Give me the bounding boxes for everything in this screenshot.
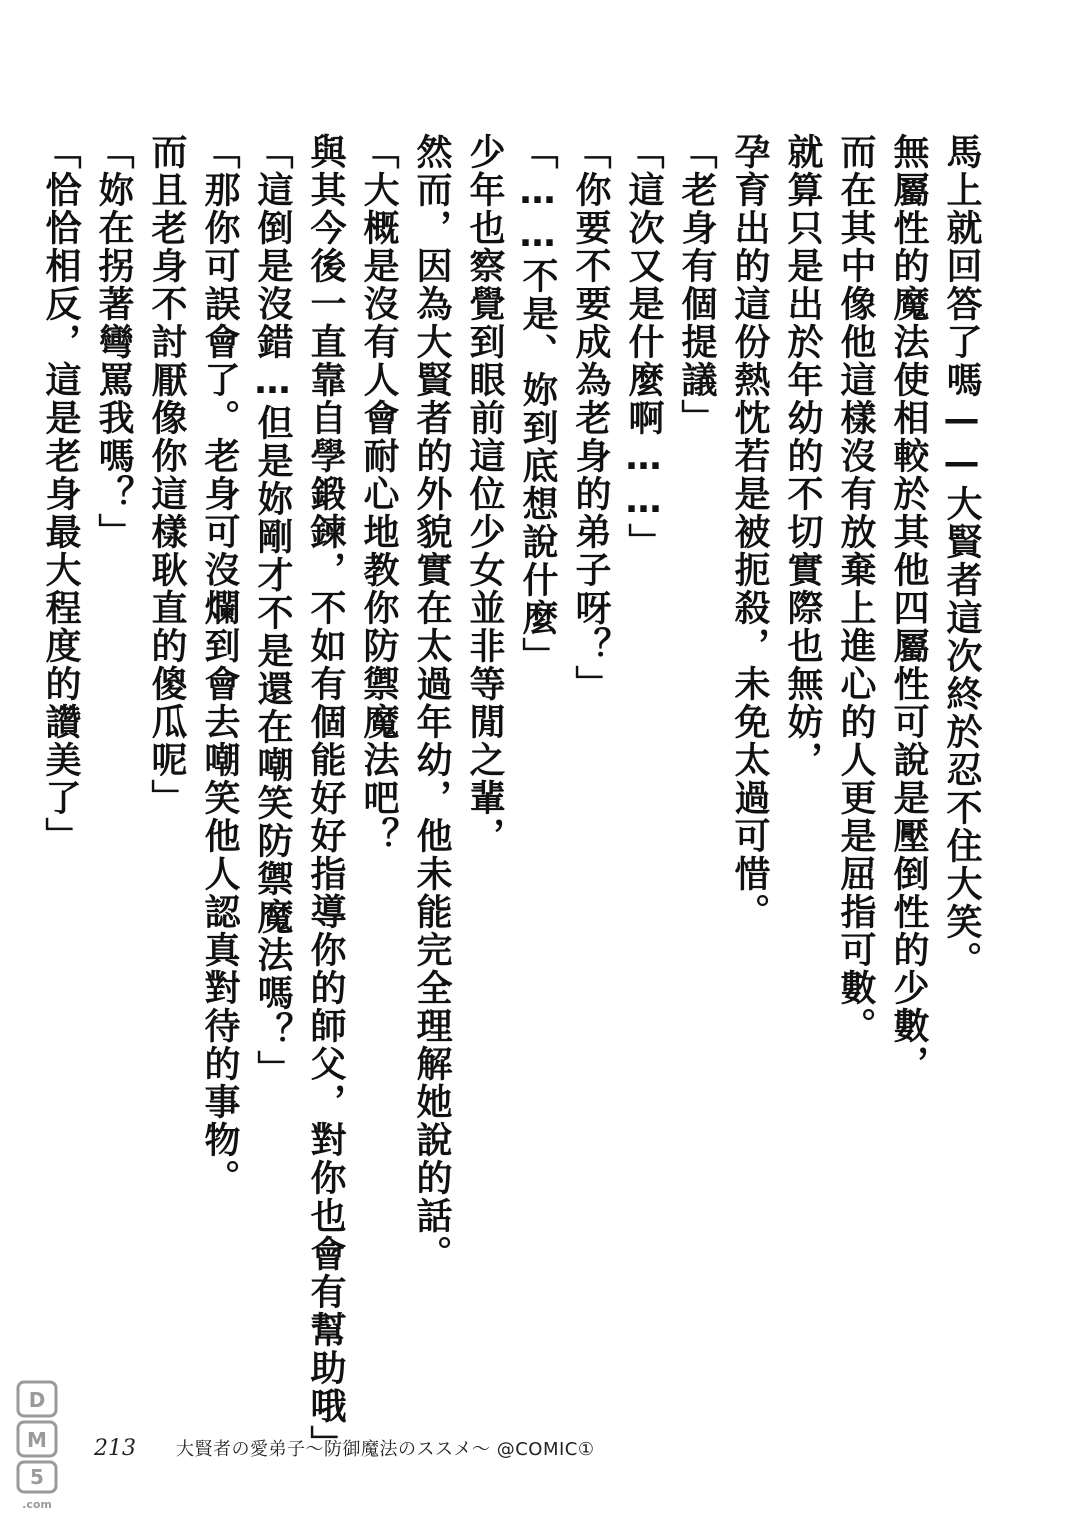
text-line-7: 「這次又是什麼啊……」 [623, 133, 664, 561]
page-footer [94, 1430, 894, 1466]
watermark-logo-icon [14, 1380, 60, 1512]
text-line-15: 「那你可誤會了。老身可沒爛到會去嘲笑他人認真對待的事物。 [199, 133, 240, 1197]
text-line-3: 而在其中像他這樣沒有放棄上進心的人更是屈指可數。 [835, 133, 876, 1045]
text-line-18: 「恰恰相反，這是老身最大程度的讚美了」 [40, 133, 81, 855]
text-line-11: 然而，因為大賢者的外貌實在太過年幼，他未能完全理解她說的話。 [411, 133, 452, 1273]
text-line-12: 「大概是沒有人會耐心地教你防禦魔法吧？ [358, 133, 399, 855]
text-line-1: 馬上就回答了嗎——大賢者這次終於忍不住大笑。 [941, 133, 982, 979]
book-title: 大賢者の愛弟子〜防御魔法のススメ〜 @COMIC① [176, 1439, 595, 1460]
text-line-10: 少年也察覺到眼前這位少女並非等閒之輩， [464, 133, 505, 855]
text-line-9: 「……不是、妳到底想說什麼」 [517, 133, 558, 675]
text-line-13: 與其今後一直靠自學鍛鍊，不如有個能好好指導你的師父，對你也會有幫助哦」 [305, 133, 346, 1463]
watermark-letter-m: M [27, 1428, 47, 1452]
page-number: 213 [94, 1435, 136, 1461]
text-line-8: 「你要不要成為老身的弟子呀？」 [570, 133, 611, 703]
watermark-letter-5: 5 [30, 1465, 44, 1489]
site-watermark-logo [14, 1380, 60, 1512]
text-line-17: 「妳在拐著彎罵我嗎？」 [93, 133, 134, 551]
text-line-16: 而且老身不討厭像你這樣耿直的傻瓜呢」 [146, 133, 187, 817]
text-line-6: 「老身有個提議」 [676, 133, 717, 437]
text-line-4: 就算只是出於年幼的不切實際也無妨， [782, 133, 823, 779]
watermark-letter-d: D [28, 1388, 46, 1412]
text-line-2: 無屬性的魔法使相較於其他四屬性可說是壓倒性的少數， [888, 133, 929, 1083]
text-line-14: 「這倒是沒錯…但是妳剛才不是還在嘲笑防禦魔法嗎？」 [252, 133, 293, 1088]
text-line-5: 孕育出的這份熱忱若是被扼殺，未免太過可惜。 [729, 133, 770, 931]
watermark-sub-text: .com [22, 1498, 52, 1511]
